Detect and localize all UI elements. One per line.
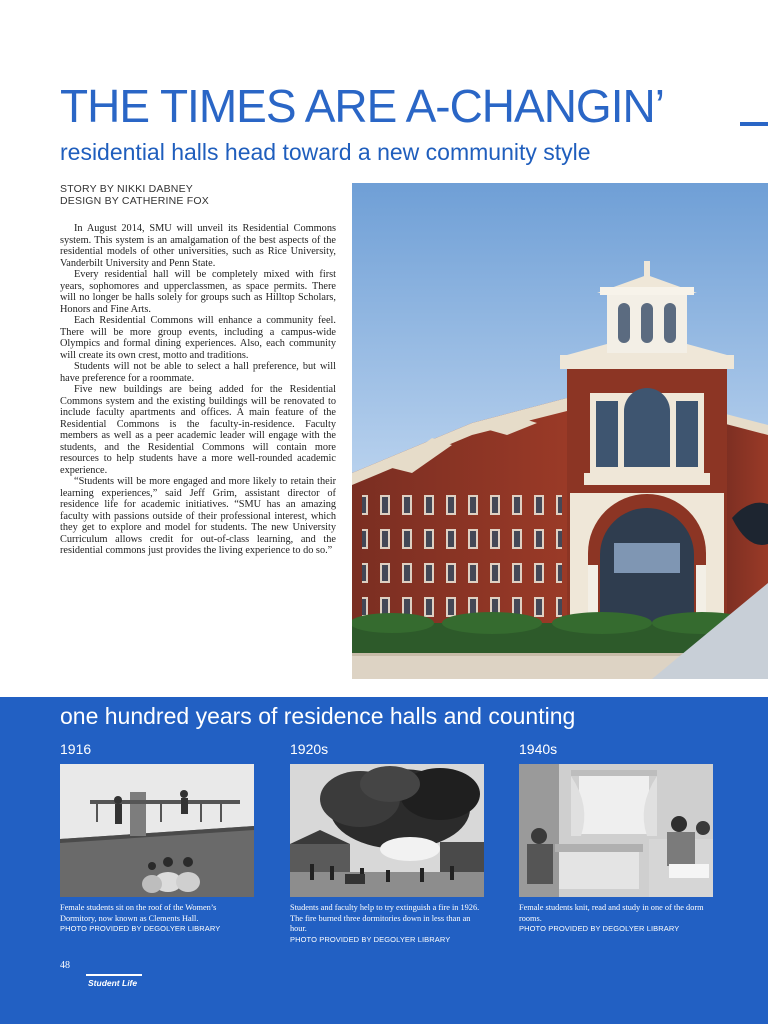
page-number: 48 — [60, 960, 70, 971]
timeline-year: 1916 — [60, 741, 92, 757]
archive-photo-roof — [60, 764, 254, 897]
timeline-year: 1920s — [290, 741, 329, 757]
photo-credit: PHOTO PROVIDED BY DEGOLYER LIBRARY — [290, 934, 451, 944]
timeline-caption: Female students sit on the roof of the Women’s Dormitory, now known as Clements Hall. — [60, 903, 217, 923]
paragraph: “Students will be more engaged and more likely to retain their learning experiences,” said Jeff Grim, assistant director of residence life for academic initiatives. “SMU has an amazing faculty with passions outside of their professional interest, which they get to explore and model for students. The new University Curriculum allows credit for out-of-class learning, and the residential commons just provides the living experience to do so.” — [60, 476, 336, 556]
section-rule — [86, 974, 142, 976]
byline — [60, 183, 209, 207]
section-label — [86, 974, 142, 990]
paragraph: In August 2014, SMU will unveil its Residential Commons system. This system is an amalgamation of the best aspects of the residential models of other universities, such as Rice University, Vanderbilt University and Penn State. — [60, 223, 336, 269]
timeline-item-1916 — [60, 740, 254, 934]
paragraph: Five new buildings are being added for the Residential Commons system and the existing buildings will be renovated to include faculty apartments and offices. A main feature of the Residential Commons is the faculty-in-residence. Faculty members as well as a peer academic leader will engage with the students, and the Residential Commons will contain more resources to help students have a more well-rounded academic experience. — [60, 384, 336, 476]
timeline-item-1940s — [519, 740, 713, 934]
paragraph: Each Residential Commons will enhance a community feel. There will be more group events, including a campus-wide Olympics and formal dining experiences. Also, each community will create its own crest, motto and traditions. — [60, 315, 336, 361]
article-body — [60, 223, 336, 557]
timeline-item-1920s — [290, 740, 484, 945]
title-rule — [740, 122, 768, 126]
story-credit: STORY BY NIKKI DABNEY — [60, 183, 193, 195]
paragraph: Students will not be able to select a hall preference, but will have preference for a roommate. — [60, 361, 336, 384]
timeline-heading: one hundred years of residence halls and counting — [60, 703, 576, 729]
archive-photo-dorm-room — [519, 764, 713, 897]
section-name: Student Life — [88, 978, 138, 988]
article-subtitle: residential halls head toward a new community style — [60, 139, 591, 165]
timeline-caption: Students and faculty help to try extinguish a fire in 1926. The fire burned three dormitories down in less than an hour. — [290, 903, 480, 933]
residence-hall-photo — [352, 183, 768, 679]
photo-credit: PHOTO PROVIDED BY DEGOLYER LIBRARY — [519, 924, 680, 933]
timeline-year: 1940s — [519, 741, 558, 757]
photo-credit: PHOTO PROVIDED BY DEGOLYER LIBRARY — [60, 924, 221, 933]
article-title: THE TIMES ARE A-CHANGIN’ — [60, 80, 664, 132]
paragraph: Every residential hall will be completely mixed with first years, sophomores and upperclassmen, as space permits. There will no longer be halls solely for groups such as Hilltop Scholars, Honors and Fine Arts. — [60, 269, 336, 315]
design-credit: DESIGN BY CATHERINE FOX — [60, 195, 209, 207]
timeline-caption: Female students knit, read and study in one of the dorm rooms. — [519, 903, 704, 923]
archive-photo-fire — [290, 764, 484, 897]
